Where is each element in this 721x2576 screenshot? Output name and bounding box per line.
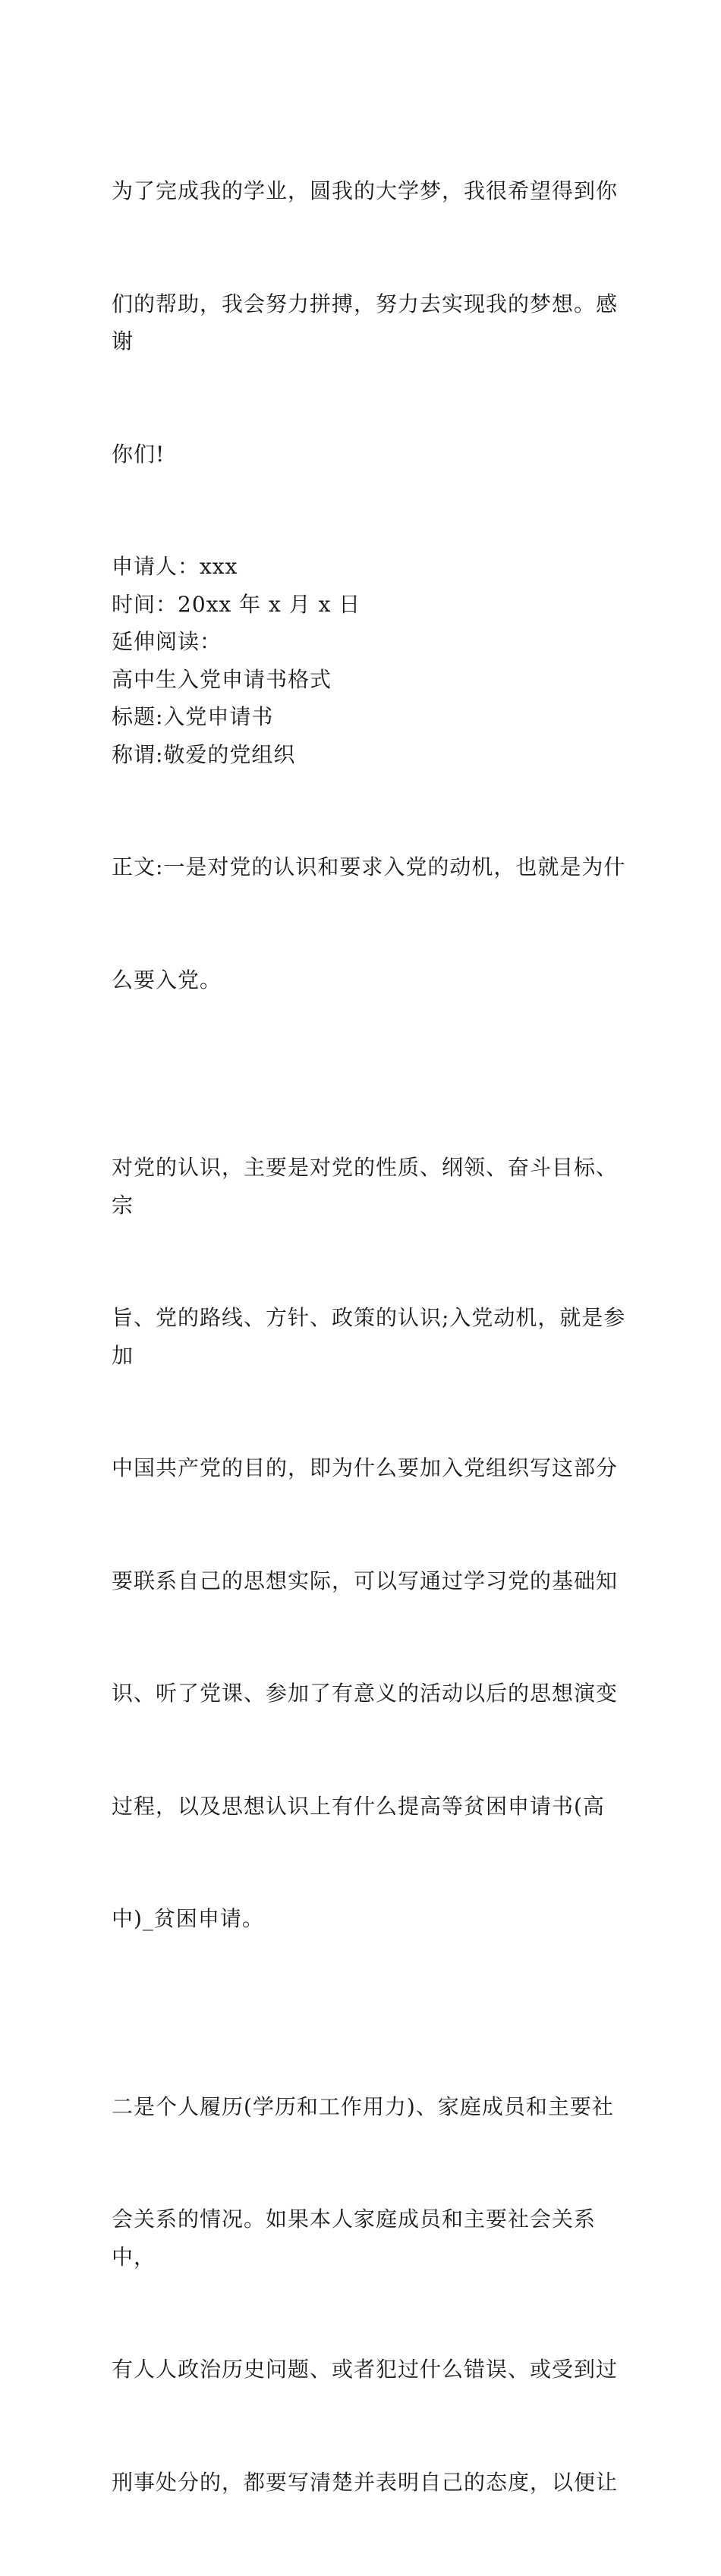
heading-label-line: 标题:入党申请书 — [112, 698, 628, 736]
text-line: 么要入党。 — [112, 961, 628, 999]
text-line: 为了完成我的学业，圆我的大学梦，我很希望得到你 — [112, 172, 628, 210]
date-line: 时间：20xx 年 x 月 x 日 — [112, 586, 628, 624]
text-line: 要联系自己的思想实际，可以写通过学习党的基础知 — [112, 1562, 628, 1600]
salutation-line: 称谓:敬爱的党组织 — [112, 736, 628, 774]
document-page — [112, 97, 628, 2576]
text-line: 中)_贫困申请。 — [112, 1900, 628, 1938]
section-title: 高中生入党申请书格式 — [112, 661, 628, 699]
text-line: 二是个人履历(学历和工作用力)、家庭成员和主要社 — [112, 2088, 628, 2126]
text-line: 识、听了党课、参加了有意义的活动以后的思想演变 — [112, 1675, 628, 1713]
text-line: 过程，以及思想认识上有什么提高等贫困申请书(高 — [112, 1788, 628, 1826]
text-line: 中国共产党的目的，即为什么要加入党组织写这部分 — [112, 1449, 628, 1487]
text-line: 有人人政治历史问题、或者犯过什么错误、或受到过 — [112, 2351, 628, 2389]
text-line: 旨、党的路线、方针、政策的认识;入党动机，就是参加 — [112, 1299, 628, 1374]
text-line: 你们! — [112, 436, 628, 473]
text-line: 刑事处分的，都要写清楚并表明自己的态度，以便让 — [112, 2464, 628, 2502]
text-line: 对党的认识，主要是对党的性质、纲领、奋斗目标、宗 — [112, 1149, 628, 1224]
further-reading-label: 延伸阅读： — [112, 623, 628, 661]
closing-paragraph — [112, 97, 628, 548]
text-line: 们的帮助，我会努力拼搏，努力去实现我的梦想。感谢 — [112, 285, 628, 360]
applicant-line: 申请人：xxx — [112, 548, 628, 586]
body-paragraph-3 — [112, 2013, 628, 2576]
text-line: 正文:一是对党的认识和要求入党的动机，也就是为什 — [112, 848, 628, 886]
body-paragraph-1 — [112, 773, 628, 1074]
text-line: 会关系的情况。如果本人家庭成员和主要社会关系中， — [112, 2200, 628, 2276]
body-paragraph-2 — [112, 1074, 628, 2013]
